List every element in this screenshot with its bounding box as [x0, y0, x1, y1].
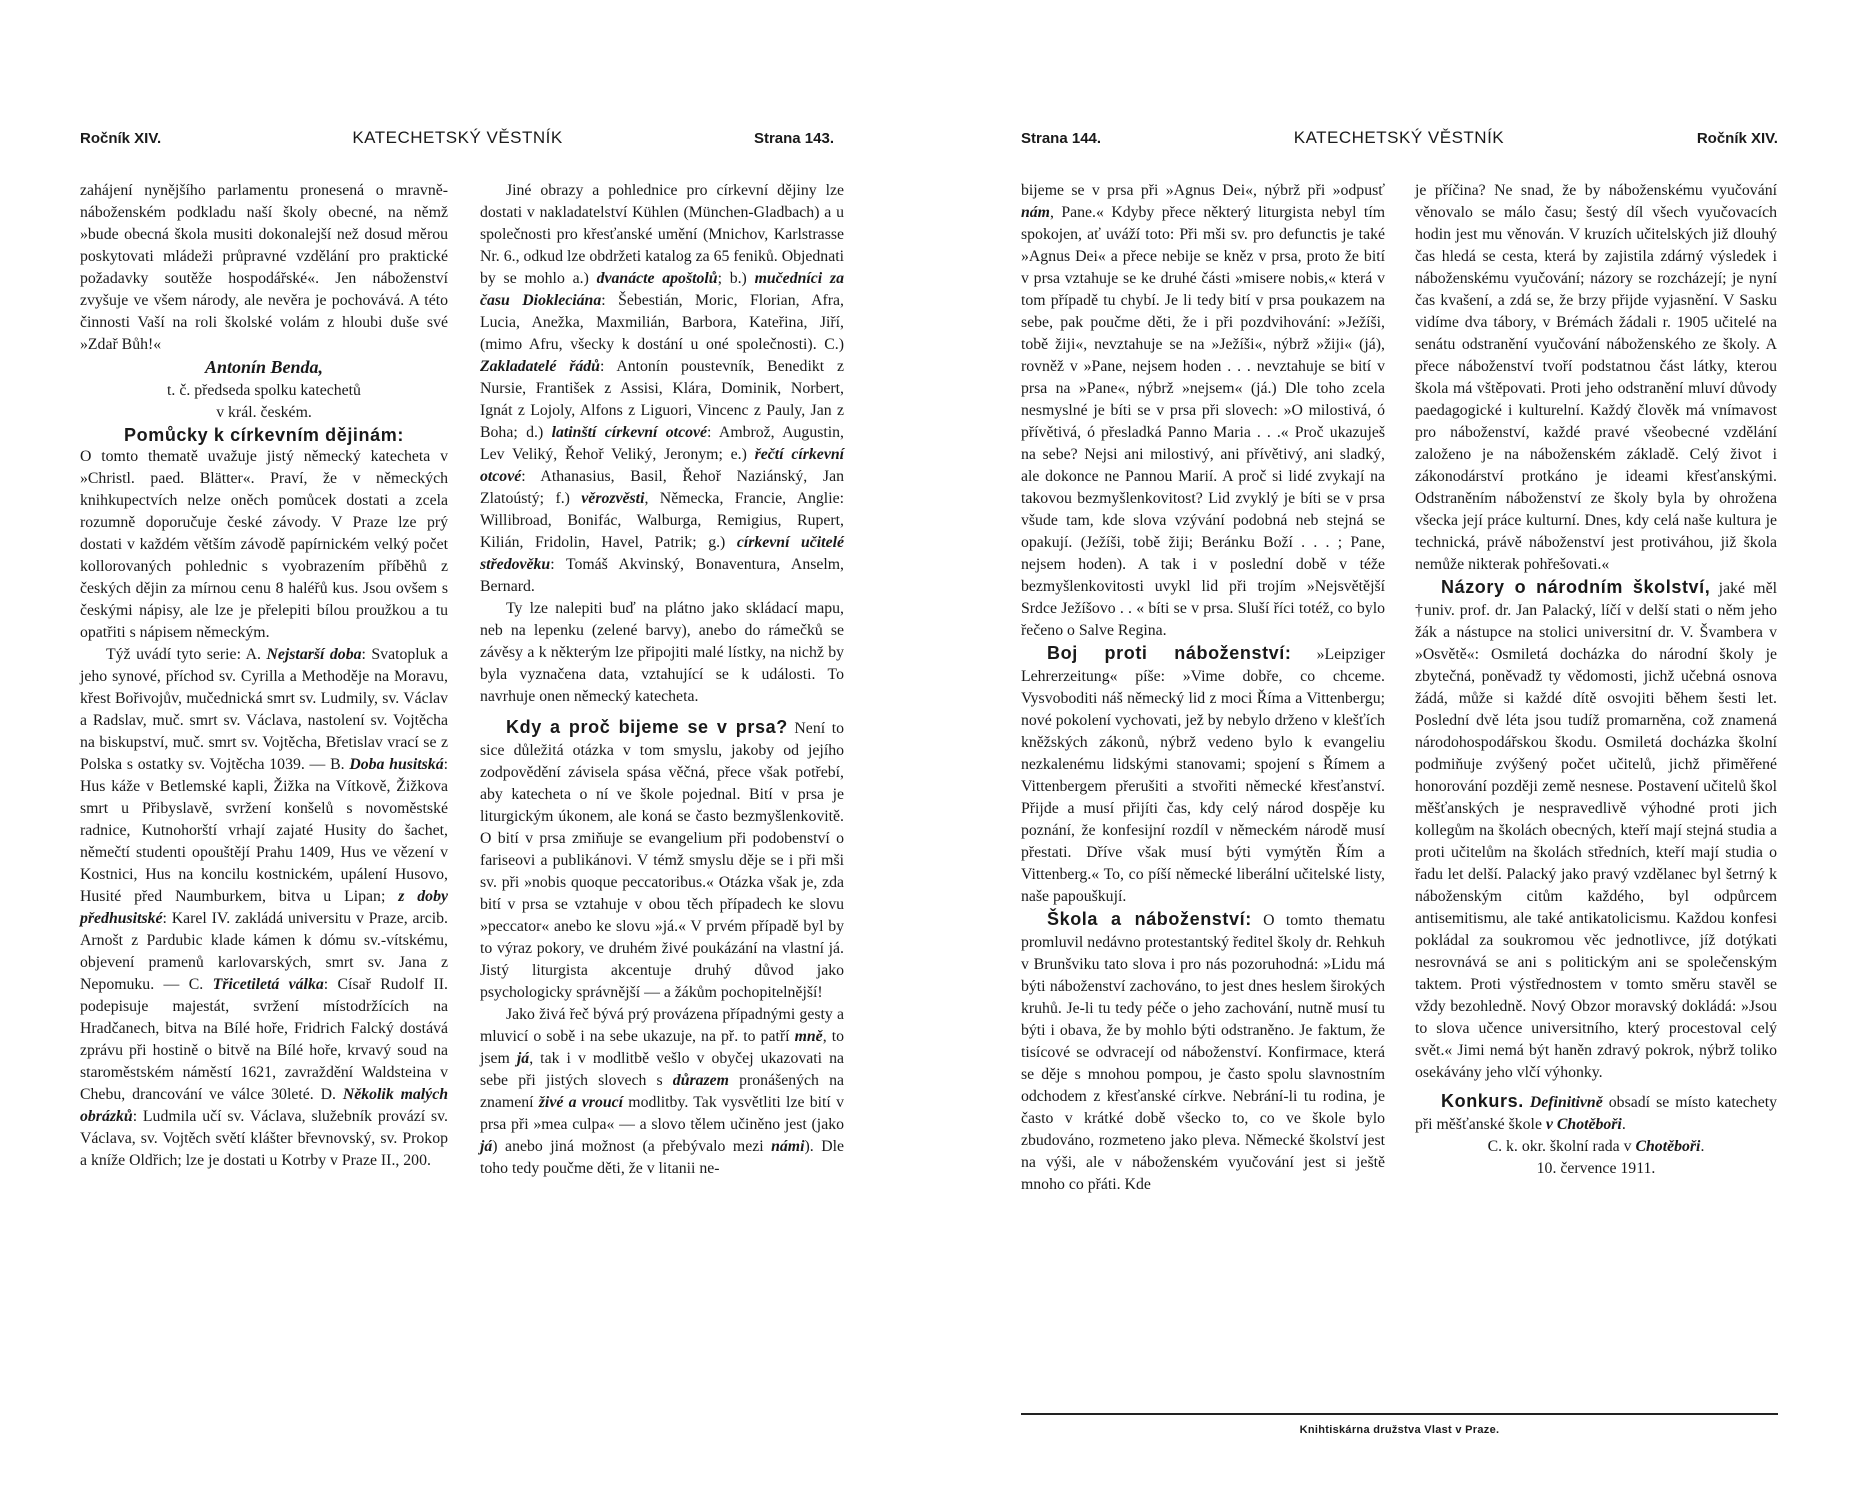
volume-label: Ročník XIV.	[1696, 130, 1778, 147]
left-column-1	[80, 180, 448, 1172]
journal-title: KATECHETSKÝ VĚSTNÍK	[352, 128, 563, 147]
notice-date: 10. července 1911.	[1536, 1160, 1656, 1177]
paragraph: Jiné obrazy a pohlednice pro církevní dějiny lze dostati v nakladatelství Kühlen (München-Gladbach) a u společnosti pro křesťanské umění (Mnichov, Karlstrasse Nr. 6., odkud lze obdržeti katalog za 65 feniků. Objednati by se mohlo a.) dvanácte apoštolů; b.) mučedníci za času Diokleciána: Šebestián, Moric, Florian, Afra, Lucia, Anežka, Maxmilián, Barbora, Kateřina, Jiří, (mimo Afru, všecky k dostání u oné společnosti). C.) Zakladatelé řádů: Antonín poustevník, Benedikt z Nursie, František z Assisi, Klára, Dominik, Norbert, Ignát z Lojoly, Alfons z Liguori, Vincenc z Pauly, Jan z Boha; d.) latinští církevní otcové: Ambrož, Augustin, Lev Veliký, Řehoř Veliký, Jeronym; e.) řečtí církevní otcové: Athanasius, Basil, Řehoř Naziánský, Jan Zlatoústý; f.) věrozvěsti, Německa, Francie, Anglie: Willibroad, Bonifác, Walburga, Remigius, Rupert, Kilián, Fridolin, Havel, Patrik; g.) církevní učitelé středověku: Tomáš Akvinský, Bonaventura, Anselm, Bernard.	[480, 182, 845, 595]
paragraph: Názory o národním školství, jaké měl †univ. prof. dr. Jan Palacký, líčí v delší stati o něm jeho žák a nástupce na stolici universitní dr. V. Švambera v »Osvětě«: Osmiletá docházka do národní školy je zbytečná, poněvadž ty vědomosti, jichž učebná osnova žádá, může si každé dítě osvojiti během šesti let. Poslední dvě léta jsou tudíž promarněna, což znamená národohospodářskou škodu. Osmiletá docházka školní podmiňuje zvýšený počet učitelů, jichž přiměřené honorování později země nesnese. Postavení učitelů škol měšťanských je nespravedlivě výhodné proti jich kollegům na školách obecných, kteří mají stejná studia a proti učitelům na školách středních, kteří mají studia o řadu let delší. Palacký jako pravý vzdělanec byl šetrný k náboženským citům každého, byl odpůrcem antisemitismu, ale také antikatolicismu. Každou konfesi pokládal za soukromou věc jednotlivce, jíž dotýkati nesrovnává se ani s politickým ani se společenským taktem. Proti výstřednostem v tomto směru stavěl se vždy bezohledně. Nový Obzor moravský dokládá: »Jsou to slova učence universitního, který procestoval celý svět.« Jimi nemá být haněn zdravý pokrok, nýbrž toliko osekávány jeho vlčí výhonky.	[1415, 577, 1777, 1081]
right-column-1	[1021, 180, 1385, 1196]
signature-title: v král. českém.	[216, 404, 312, 421]
paragraph: Škola a náboženství: O tomto thematu promluvil nedávno protestantský ředitel školy dr. Rehkuh v Brunšviku tato slova i pro nás pozoruhodná: »Lidu má býti náboženství zachováno, to jest dnes heslem širokých kruhů. Je-li tu tedy péče o jeho zachování, nutně musí tu býti i obava, že by mohlo býti odstraněno. Je faktum, že tisícové se odvracejí od náboženství. Konfirmace, která se děje s mnohou pompou, je často spolu slavnostním odchodem z křesťanské církve. Nebrání-li tu rodina, je často v krátké době všecko to, co ve škole bylo zbudováno, rozmeteno jako pleva. Německé školství jest na výši, ale v náboženském vyučování jest si ještě mnoho co přáti. Kde	[1021, 909, 1385, 1193]
paragraph: Týž uvádí tyto serie: A. Nejstarší doba: Svatopluk a jeho synové, příchod sv. Cyrilla a Methoděje na Moravu, křest Bořivojův, mučednická smrt sv. Ludmily, sv. Václav a Radslav, muč. smrt sv. Václava, nastolení sv. Vojtěcha na biskupství, muč. smrt sv. Vojtěcha, Břetislav vrací se z Polska s ostatky sv. Vojtěcha 1039. — B. Doba husitská: Hus káže v Betlemské kapli, Žižka na Vítkově, Žižkova smrt u Přibyslavě, svržení konšelů s novoměstské radnice, Kutnohorští vrhají zajaté Husity do šachet, němečtí studenti opouštějí Prahu 1409, Hus ve vězení v Kostnici, Hus na koncilu kostnickém, upálení Husovo, Husité před Naumburkem, bitva u Lipan; z doby předhusitské: Karel IV. zakládá universitu v Praze, arcib. Arnošt z Pardubic klade kámen k dómu sv.-vítskému, objevení pramenů karlovarských, smrt sv. Jana z Nepomuku. — C. Třicetiletá válka: Císař Rudolf II. podepisuje majestát, svržení místodržících na Hradčanech, bitva na Bílé hoře, Fridrich Falcký dostává zprávu při hostině o bitvě na Bílé hoře, krvavý soud na staroměstském náměstí 1621, zavraždění Waldsteina v Chebu, drancování ve válce 30leté. D. Několik malých obrázků: Ludmila učí sv. Václava, služebník provází sv. Václava, sv. Vojtěch světí klášter břevnovský, sv. Prokop a kníže Oldřich; lze je dostati u Kotrby v Praze II., 200.	[80, 646, 448, 1169]
right-column-2	[1415, 180, 1777, 1180]
notice-paragraph: Konkurs. Definitivně obsadí se místo katechety při měšťanské škole v Chotěboři.	[1415, 1091, 1777, 1133]
running-head-left	[80, 128, 834, 156]
printer-imprint: Knihtiskárna družstva Vlast v Praze.	[1299, 1424, 1500, 1436]
paragraph: Ty lze nalepiti buď na plátno jako skládací mapu, neb na lepenku (zelené barvy), anebo do rámečků se závěsy a k některým lze připojiti malé lístky, na nichž by byla vyznačena data, vztahující se k události. To navrhuje onen německý katecheta.	[480, 600, 844, 705]
section-heading: Škola a náboženství:	[1047, 909, 1252, 929]
paragraph: Kdy a proč bijeme se v prsa? Není to sice důležitá otázka v tom smyslu, jakoby od jejího zodpovědění závisela spása věčná, přece však potřebí, aby katecheta o ní ve škole pojednal. Bití v prsa je liturgickým úkonem, ale koná se často bezmyšlenkovitě. O bití v prsa zmiňuje se evangelium při podobenství o fariseovi a publikánovi. V témž smyslu děje se i při mši sv. při »nobis quoque peccatoribus.« Otázka však je, zda bití v prsa se vztahuje v obou těch případech ke slovu »peccator« anebo ke slovu »já.« V prvém případě byl by to výraz pokory, ve druhém živé poukázání na vlastní já. Jistý liturgista akcentuje druhý důvod jako psychologicky správnější — a žákům pochopitelnější!	[480, 717, 844, 1001]
left-column-2	[480, 180, 844, 1180]
paragraph: Boj proti náboženství: »Leipziger Lehrerzeitung« píše: »Vime dobře, co chceme. Vysvoboditi náš německý lid z moci Říma a Vittenbergu; nové pokolení vychovati, jež by nebylo drženo v klešťích kněžských zákonů, nýbrž vedeno bylo k evangeliu nezkalenému lidskými stanovami; spojení s Římem a Vittenbergem přerušiti a stvořiti německé křesťanství. Přijde a musí přijíti čas, kdy celý národ dospěje ku poznání, že konfesijní rozdíl v německém národě musí přestati. Dříve však musí býti vymýtěn Řím a Vittenberg.« To, co píší německé liberální učitelské listy, naše papouškují.	[1021, 643, 1385, 905]
paragraph: O tomto thematě uvažuje jistý německý katecheta v »Christl. paed. Blätter«. Praví, že v německých knihkupectvích nelze oněch pomůcek dostati a zcela rozumně doporučuje české závody. V Praze lze prý dostati v každém větším závodě papírnickém velký počet kollorovaných pohlednic s vyobrazením příběhů z českých dějin za mírnou cenu 8 haléřů kus. Jsou ovšem s českými nápisy, ale lze je přelepiti bílou proužkou a tu opatřiti s nápisem německým.	[80, 448, 448, 641]
footer-rule	[1021, 1413, 1778, 1415]
section-heading: Boj proti náboženství:	[1047, 643, 1292, 663]
right-page	[937, 0, 1874, 1500]
paragraph: zahájení nynějšího parlamentu pronesená o mravně-náboženském podkladu naší školy obecné, na němž »bude obecná škola musiti dokonalejší než dosud měrou poskytovati mládeži průpravné vzdělání pro praktické požadavky soutěže hospodářské«. Jen náboženství zvyšuje ve všem národy, ale nevěra je pochovává. A této činnosti Vaší na roli školské volám z hloubi duše své »Zdař Bůh!«	[80, 182, 448, 353]
signature-name: Antonín Benda,	[204, 357, 324, 377]
volume-label: Ročník XIV.	[80, 130, 162, 147]
paragraph: Jako živá řeč bývá prý provázena případnými gesty a mluvicí o sobě i na sebe ukazuje, na př. to patří mně, to jsem já, tak i v modlitbě vešlo v obyčej ukazovati na sebe při jistých slovech s důrazem pronášených na znamení živé a vroucí modlitby. Tak vysvětliti lze bití v prsa při »mea culpa« — a slovo tělem učiněno jest (jako já) anebo jiná možnost (a přebývalo mezi námi). Dle toho tedy poučme děti, že v litanii ne-	[480, 1006, 844, 1177]
notice-signature: C. k. okr. školní rada v Chotěboři.	[1487, 1138, 1705, 1155]
section-heading: Konkurs.	[1441, 1091, 1524, 1111]
signature-title: t. č. předseda spolku katechetů	[167, 382, 361, 399]
section-heading: Kdy a proč bijeme se v prsa?	[506, 717, 788, 737]
section-heading: Pomůcky k církevním dějinám:	[124, 425, 404, 445]
running-head-right	[1021, 128, 1778, 156]
journal-title: KATECHETSKÝ VĚSTNÍK	[1293, 128, 1505, 147]
paragraph: bijeme se v prsa při »Agnus Dei«, nýbrž při »odpusť nám, Pane.« Kdyby přece některý liturgista nebyl tím spokojen, ať uváží toto: Při mši sv. pro defunctis je také »Agnus Dei« a přece nebije se kněz v prsa, proto že bití v prsa vztahuje se ke druhé části »misere nobis,« která v tom případě tu chybí. Je li tedy bití v prsa poukazem na sebe, pak poučme děti, že i při pozdvihování: »Ježíši, tobě žiji«, nevztahuje se na »Ježíši«, nýbrž »žiji« (já), rovněž v »Pane, nejsem hoden . . . nevztahuje se bití v prsa na »Pane«, nýbrž »nejsem« (já.) Dle toho zcela nesmyslné je bíti se v prsa při slovech: »O milostivá, ó přívětivá, ó přesladká Panno Maria . . .« Proč ukazuješ na sebe? Nejsi ani milostivý, ani přívětivý, ani sladký, ale dokonce ne Pannou Marií. A proč si lidé zvykají na takovou bezmyšlenkovitost? Lid zvyklý je bíti se v prsa všude tam, kde slova vzývání podobná neb stejná se opakují. (Ježíši, tobě žiji; Beránku Boží . . . ; Pane, nejsem hoden). A tak i v poslední době v téže bezmyšlenkovitosti uvykl lid při trojím »Nejsvětější Srdce Ježíšovo . . « bíti se v prsa. Sluší říci totéž, co bylo řečeno o Salve Regina.	[1021, 182, 1385, 639]
page-number: Strana 144.	[1021, 130, 1102, 147]
section-heading: Názory o národním školství,	[1441, 577, 1711, 597]
page-number: Strana 143.	[753, 130, 834, 147]
paragraph: je příčina? Ne snad, že by náboženskému vyučování věnovalo se málo času; šestý díl všech vyučovacích hodin jest mu věnován. V kruzích učitelských již dlouhý čas hledá se cesta, která by zajistila zdárný výsledek i náboženskému vyučování; názory se rozcházejí; je nyní čas kvašení, a zdá se, že brzy přijde vyjasnění. V Sasku vidíme dva tábory, v Brémách žádali r. 1905 učitelé na senátu odstranění vyučování náboženského ze školy. A přece náboženství tvoří podstatnou část látky, kterou škola má vštěpovati. Proti jeho odstranění mluví důvody paedagogické i kulturelní. Každý člověk má vnímavost pro náboženství, každé pravé všeobecné vzdělání založeno je na náboženském základě. Celý život i zákonodárství protkáno je ideami křesťanskými. Odstraněním náboženství ze školy byla by ohrožena všecka její práce kulturní. Dnes, kdy celá naše kultura je technická, právě náboženství jest protiváhou, již škola nemůže nikterak pohřešovati.«	[1415, 182, 1777, 573]
